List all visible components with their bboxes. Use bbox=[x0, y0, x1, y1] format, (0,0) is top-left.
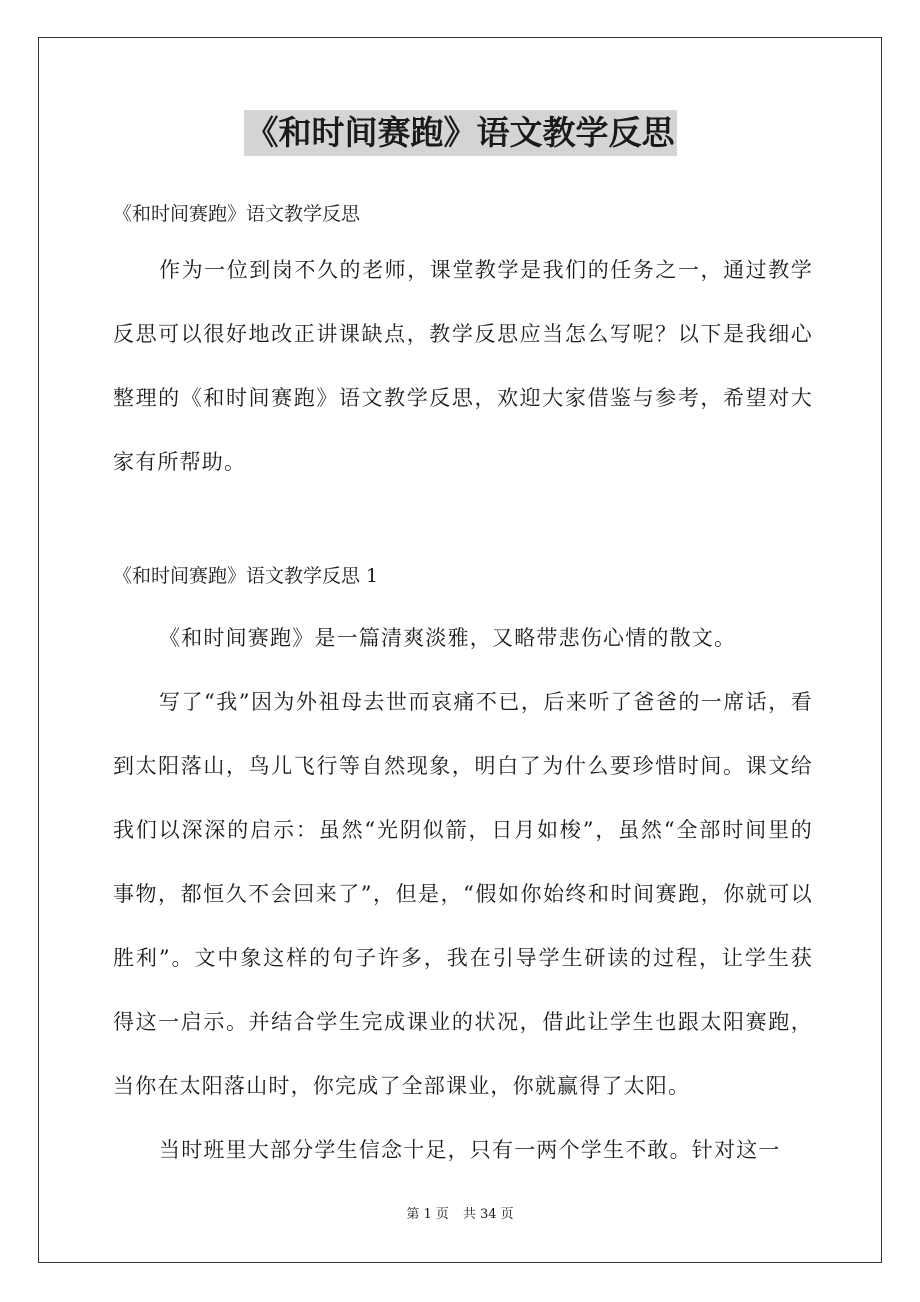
body-paragraph-1: 《和时间赛跑》是一篇清爽淡雅，又略带悲伤心情的散文。 bbox=[159, 626, 737, 650]
document-title: 《和时间赛跑》语文教学反思 bbox=[244, 110, 677, 156]
body-paragraph-2: 写了“我”因为外祖母去世而哀痛不已，后来听了爸爸的一席话，看到太阳落山，鸟儿飞行等自然现象，明白了为什么要珍惜时间。课文给我们以深深的启示：虽然“光阴似箭，日月如梭”，虽然“全部时间里的事物，都恒久不会回来了”，但是，“假如你始终和时间赛跑，你就可以胜利”。文中象这样的句子许多，我在引导学生研读的过程，让学生获得这一启示。并结合学生完成课业的状况，借此让学生也跟太阳赛跑，当你在太阳落山时，你完成了全部课业，你就赢得了太阳。 bbox=[113, 690, 813, 1098]
document-title-block bbox=[0, 110, 920, 156]
document-subtitle: 《和时间赛跑》语文教学反思 bbox=[113, 203, 361, 225]
intro-paragraph: 作为一位到岗不久的老师，课堂教学是我们的任务之一，通过教学反思可以很好地改正讲课缺点，教学反思应当怎么写呢？以下是我细心整理的《和时间赛跑》语文教学反思，欢迎大家借鉴与参考，希望对大家有所帮助。 bbox=[113, 258, 813, 474]
body-paragraph-3: 当时班里大部分学生信念十足，只有一两个学生不敢。针对这一 bbox=[159, 1138, 781, 1162]
page-number: 第 1 页 bbox=[406, 1207, 449, 1222]
page-total: 共 34 页 bbox=[462, 1207, 514, 1222]
page-footer bbox=[0, 1205, 920, 1225]
section-heading: 《和时间赛跑》语文教学反思 1 bbox=[113, 565, 379, 587]
